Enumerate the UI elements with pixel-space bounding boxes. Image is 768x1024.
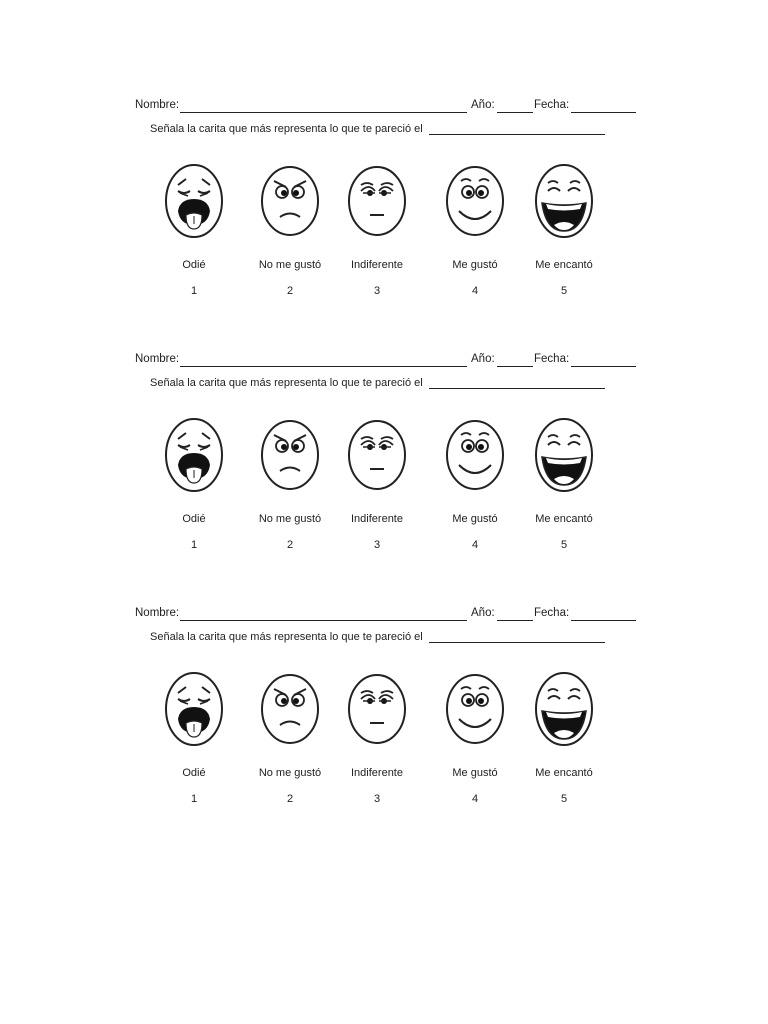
anio-field[interactable] [497, 366, 533, 367]
instruction-line [150, 123, 605, 135]
face-option-5[interactable] [524, 413, 604, 551]
laughing-face-icon [534, 413, 594, 493]
header-line [135, 353, 640, 369]
face-label: No me gustó [258, 513, 322, 525]
face-number: 5 [560, 793, 568, 805]
instruction-text: Señala la carita que más representa lo que te pareció el [150, 631, 423, 643]
face-number: 3 [373, 285, 381, 297]
disgusted-face-icon [164, 159, 224, 239]
frowning-face-icon [260, 667, 320, 747]
face-number: 2 [286, 539, 294, 551]
anio-label: Año: [471, 353, 495, 365]
face-option-3[interactable] [337, 413, 417, 551]
face-option-5[interactable] [524, 159, 604, 297]
face-option-5[interactable] [524, 667, 604, 805]
anio-label: Año: [471, 607, 495, 619]
face-option-1[interactable] [154, 159, 234, 297]
frowning-face-icon [260, 159, 320, 239]
fecha-field[interactable] [571, 112, 636, 113]
smiling-face-icon [445, 159, 505, 239]
face-label: Indiferente [351, 259, 403, 271]
activity-field[interactable] [429, 632, 605, 643]
face-option-4[interactable] [435, 413, 515, 551]
instruction-text: Señala la carita que más representa lo que te pareció el [150, 123, 423, 135]
fecha-label: Fecha: [534, 607, 570, 619]
face-label: Indiferente [351, 767, 403, 779]
face-label: Odié [182, 513, 206, 525]
nombre-field[interactable] [180, 620, 467, 621]
header-line [135, 99, 640, 115]
face-label: Me encantó [535, 767, 593, 779]
neutral-face-icon [347, 413, 407, 493]
face-label: No me gustó [258, 259, 322, 271]
face-number: 1 [190, 285, 198, 297]
instruction-text: Señala la carita que más representa lo que te pareció el [150, 377, 423, 389]
nombre-label: Nombre: [135, 607, 180, 619]
face-option-1[interactable] [154, 413, 234, 551]
face-label: Me gustó [452, 513, 498, 525]
face-label: Odié [182, 259, 206, 271]
anio-field[interactable] [497, 112, 533, 113]
frowning-face-icon [260, 413, 320, 493]
face-number: 4 [471, 285, 479, 297]
instruction-line [150, 631, 605, 643]
smiling-face-icon [445, 667, 505, 747]
face-label: Odié [182, 767, 206, 779]
face-number: 2 [286, 793, 294, 805]
face-label: Me encantó [535, 259, 593, 271]
face-number: 5 [560, 285, 568, 297]
face-number: 4 [471, 793, 479, 805]
face-option-3[interactable] [337, 159, 417, 297]
neutral-face-icon [347, 667, 407, 747]
face-number: 4 [471, 539, 479, 551]
rating-form-2 [0, 353, 768, 593]
fecha-label: Fecha: [534, 99, 570, 111]
nombre-label: Nombre: [135, 99, 180, 111]
face-label: Me gustó [452, 767, 498, 779]
disgusted-face-icon [164, 667, 224, 747]
rating-form-1 [0, 99, 768, 339]
face-label: No me gustó [258, 767, 322, 779]
header-line [135, 607, 640, 623]
face-number: 5 [560, 539, 568, 551]
face-option-2[interactable] [250, 159, 330, 297]
fecha-field[interactable] [571, 620, 636, 621]
face-option-3[interactable] [337, 667, 417, 805]
anio-field[interactable] [497, 620, 533, 621]
neutral-face-icon [347, 159, 407, 239]
face-option-2[interactable] [250, 667, 330, 805]
face-label: Me encantó [535, 513, 593, 525]
face-number: 2 [286, 285, 294, 297]
anio-label: Año: [471, 99, 495, 111]
face-number: 1 [190, 539, 198, 551]
nombre-label: Nombre: [135, 353, 180, 365]
smiling-face-icon [445, 413, 505, 493]
face-number: 3 [373, 539, 381, 551]
instruction-line [150, 377, 605, 389]
face-label: Indiferente [351, 513, 403, 525]
rating-form-3 [0, 607, 768, 847]
activity-field[interactable] [429, 378, 605, 389]
nombre-field[interactable] [180, 112, 467, 113]
face-number: 3 [373, 793, 381, 805]
face-option-4[interactable] [435, 159, 515, 297]
disgusted-face-icon [164, 413, 224, 493]
face-label: Me gustó [452, 259, 498, 271]
nombre-field[interactable] [180, 366, 467, 367]
fecha-label: Fecha: [534, 353, 570, 365]
face-number: 1 [190, 793, 198, 805]
activity-field[interactable] [429, 124, 605, 135]
face-option-2[interactable] [250, 413, 330, 551]
face-option-1[interactable] [154, 667, 234, 805]
laughing-face-icon [534, 159, 594, 239]
fecha-field[interactable] [571, 366, 636, 367]
laughing-face-icon [534, 667, 594, 747]
face-option-4[interactable] [435, 667, 515, 805]
